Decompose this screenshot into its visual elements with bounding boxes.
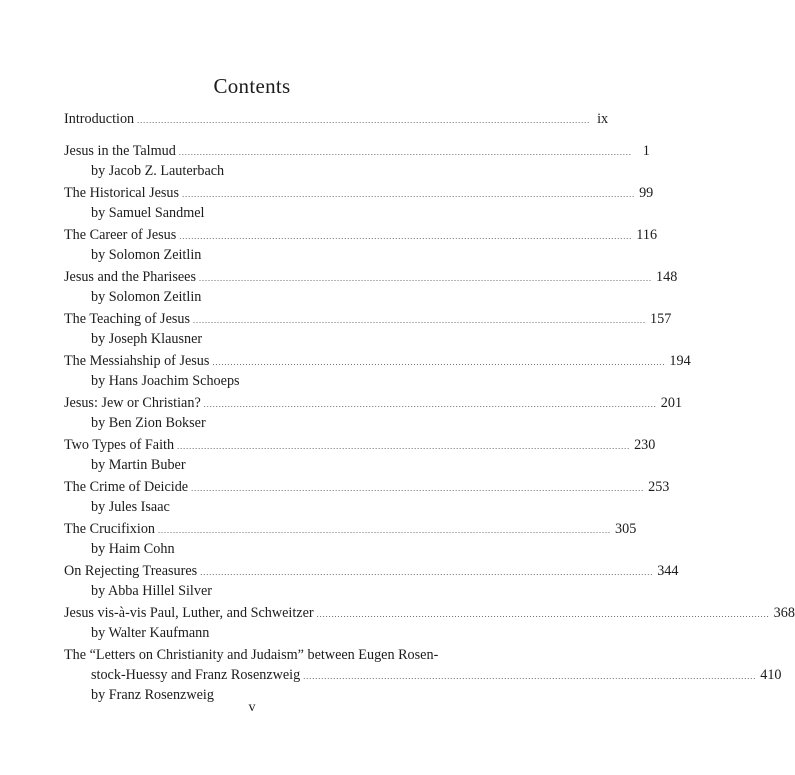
dot-leader: ....................................................................................................................................................... bbox=[182, 190, 636, 199]
page-title: Contents bbox=[213, 74, 291, 98]
toc-entry bbox=[64, 141, 650, 182]
dot-leader: ....................................................................................................................................................... bbox=[303, 672, 757, 681]
page-folio: v bbox=[248, 700, 256, 715]
entry-author: by Hans Joachim Schoeps bbox=[91, 373, 240, 389]
dot-leader: ....................................................................................................................................................... bbox=[316, 610, 770, 619]
entry-page-number: 410 bbox=[760, 667, 782, 683]
toc-entry bbox=[64, 351, 691, 392]
toc-entry-introduction bbox=[64, 109, 609, 129]
entry-author: by Abba Hillel Silver bbox=[91, 583, 212, 599]
toc-entry-list bbox=[64, 141, 795, 644]
entry-page-number: 116 bbox=[636, 227, 658, 243]
entry-title: The Historical Jesus bbox=[64, 185, 180, 201]
entry-title: Jesus: Jew or Christian? bbox=[64, 395, 201, 411]
entry-page-number: 1 bbox=[642, 143, 650, 159]
toc-entry bbox=[64, 393, 683, 434]
entry-page-number: 230 bbox=[634, 437, 656, 453]
entry-page-number: ix bbox=[597, 111, 609, 127]
toc-entry-letters bbox=[64, 645, 782, 705]
entry-author: by Jules Isaac bbox=[91, 499, 170, 515]
dot-leader: ....................................................................................................................................................... bbox=[212, 358, 666, 367]
entry-title: Introduction bbox=[64, 111, 135, 127]
entry-page-number: 305 bbox=[615, 521, 637, 537]
entry-author: by Solomon Zeitlin bbox=[91, 247, 202, 263]
entry-author: by Martin Buber bbox=[91, 457, 186, 473]
toc-entry bbox=[64, 519, 637, 560]
dot-leader: ....................................................................................................................................................... bbox=[191, 484, 645, 493]
entry-title-line-1: The “Letters on Christianity and Judaism” between Eugen Rosen- bbox=[64, 647, 439, 663]
entry-author: by Solomon Zeitlin bbox=[91, 289, 202, 305]
entry-page-number: 253 bbox=[648, 479, 670, 495]
entry-page-number: 368 bbox=[773, 605, 795, 621]
dot-leader: ....................................................................................................................................................... bbox=[178, 148, 632, 157]
toc-entry bbox=[64, 183, 654, 224]
entry-title: The Teaching of Jesus bbox=[64, 311, 191, 327]
dot-leader: ....................................................................................................................................................... bbox=[193, 316, 647, 325]
entry-title: On Rejecting Treasures bbox=[64, 563, 198, 579]
entry-author: by Haim Cohn bbox=[91, 541, 175, 557]
dot-leader: ....................................................................................................................................................... bbox=[179, 232, 633, 241]
entry-title: Jesus vis-à-vis Paul, Luther, and Schweitzer bbox=[64, 605, 314, 621]
entry-author: by Franz Rosenzweig bbox=[91, 687, 214, 703]
entry-page-number: 201 bbox=[660, 395, 683, 411]
entry-page-number: 194 bbox=[669, 353, 691, 369]
entry-page-number: 157 bbox=[650, 311, 672, 327]
dot-leader: ....................................................................................................................................................... bbox=[203, 400, 657, 409]
entry-title: The Career of Jesus bbox=[64, 227, 177, 243]
entry-title: The Crucifixion bbox=[64, 521, 156, 537]
toc-entry bbox=[64, 603, 795, 644]
entry-page-number: 344 bbox=[657, 563, 679, 579]
entry-author: by Walter Kaufmann bbox=[91, 625, 210, 641]
entry-title: The Messiahship of Jesus bbox=[64, 353, 210, 369]
entry-title-line-2: stock-Huessy and Franz Rosenzweig bbox=[91, 667, 301, 683]
entry-author: by Ben Zion Bokser bbox=[91, 415, 206, 431]
dot-leader: ....................................................................................................................................................... bbox=[137, 116, 591, 125]
entry-title: Jesus and the Pharisees bbox=[64, 269, 196, 285]
dot-leader: ....................................................................................................................................................... bbox=[177, 442, 631, 451]
entry-page-number: 148 bbox=[656, 269, 678, 285]
entry-title: Two Types of Faith bbox=[64, 437, 175, 453]
entry-author: by Samuel Sandmel bbox=[91, 205, 205, 221]
toc-entry bbox=[64, 267, 678, 308]
entry-author: by Jacob Z. Lauterbach bbox=[91, 163, 225, 179]
table-of-contents bbox=[64, 109, 795, 705]
toc-entry bbox=[64, 225, 658, 266]
entry-author: by Joseph Klausner bbox=[91, 331, 203, 347]
toc-entry bbox=[64, 435, 656, 476]
toc-entry bbox=[64, 561, 679, 602]
toc-entry bbox=[64, 477, 670, 518]
dot-leader: ....................................................................................................................................................... bbox=[158, 526, 612, 535]
entry-title: Jesus in the Talmud bbox=[64, 143, 176, 159]
dot-leader: ....................................................................................................................................................... bbox=[200, 568, 654, 577]
dot-leader: ....................................................................................................................................................... bbox=[199, 274, 652, 283]
entry-page-number: 99 bbox=[639, 185, 654, 201]
toc-entry bbox=[64, 309, 672, 350]
entry-title: The Crime of Deicide bbox=[64, 479, 189, 495]
